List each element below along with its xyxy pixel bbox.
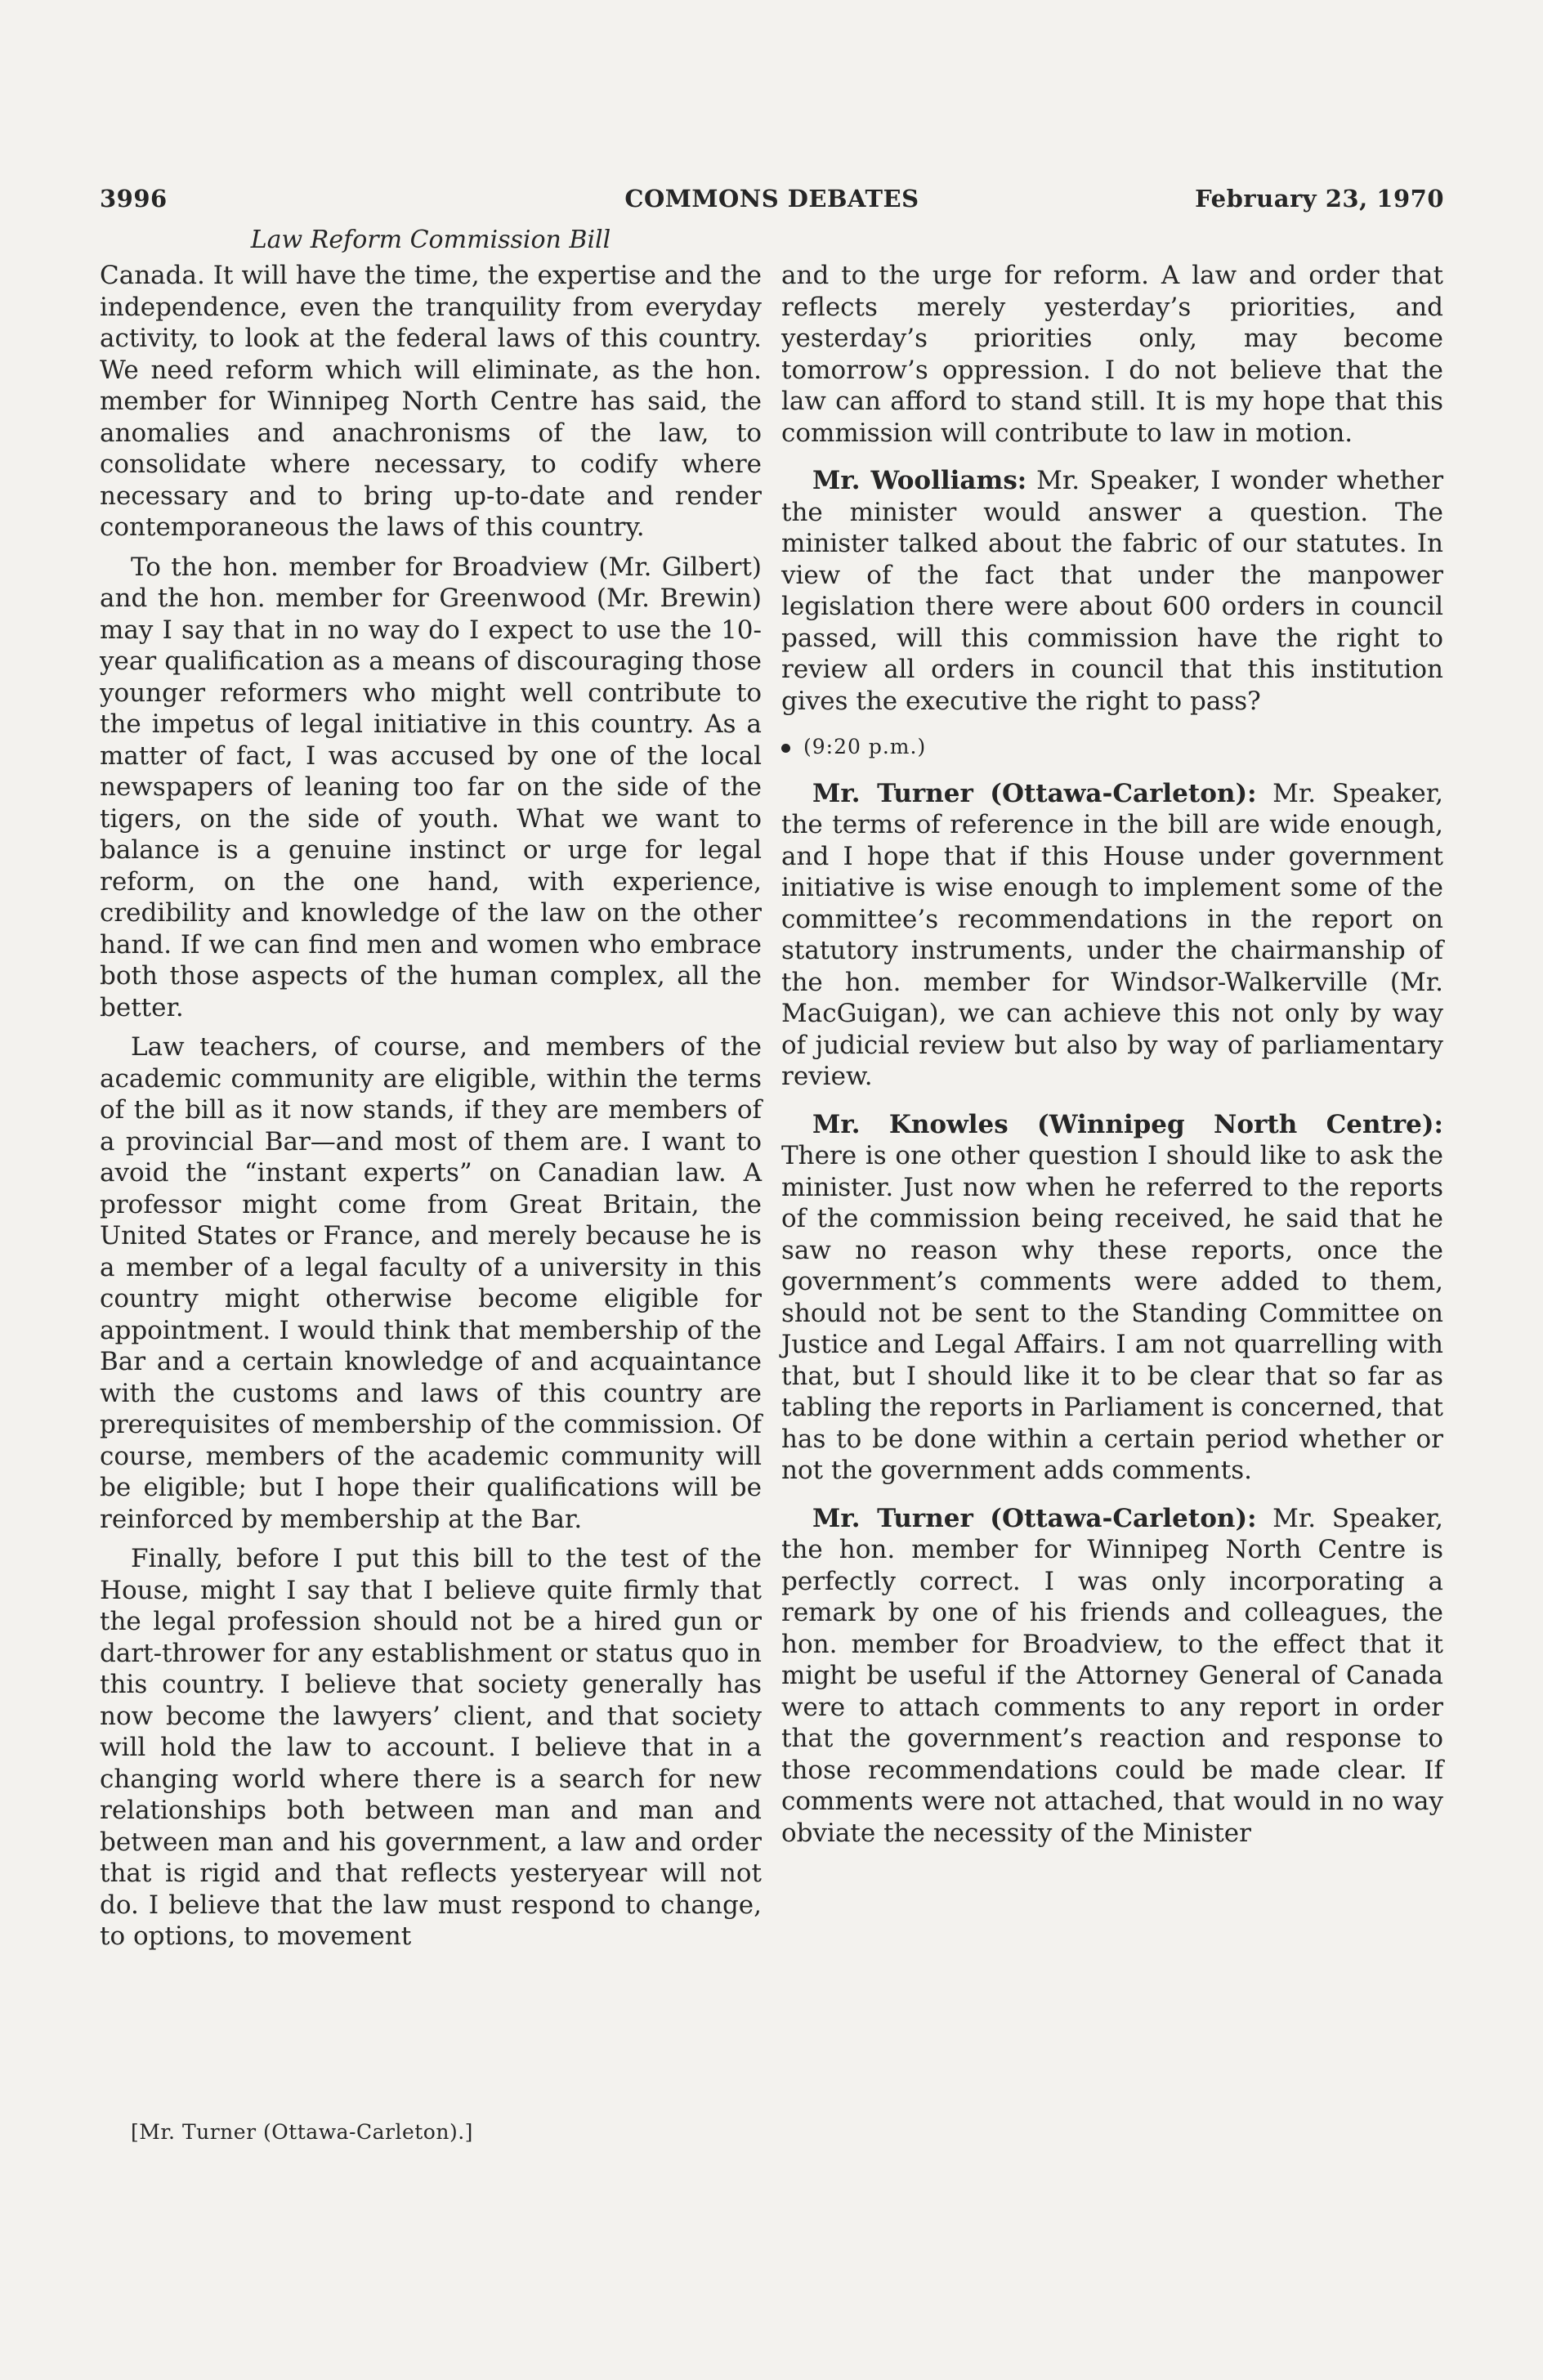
- speech-text: Mr. Speaker, I wonder whether the minister would answer a question. The minister talked about the fabric of our statutes. In view of the fact that under the manpower legislation there were about 600 orders in council passed, will this commission have the right to review all orders in council that this institution gives the executive the right to pass?: [781, 466, 1444, 716]
- page-number: 3996: [100, 185, 168, 212]
- speaker-name: Mr. Turner (Ottawa-Carleton):: [812, 778, 1257, 808]
- speech-text: Mr. Speaker, the terms of reference in the bill are wide enough, and I hope that if this House under government initiative is wise enough to implement some of the committee’s recommendations in the report on statutory instruments, under the chairmanship of the hon. member for Windsor-Walkerville (Mr. MacGuigan), we can achieve this not only by way of judicial review but also by way of parliamentary review.: [781, 778, 1443, 1091]
- section-title: Law Reform Commission Bill: [250, 226, 611, 254]
- speech-paragraph: [781, 778, 1443, 1093]
- speaker-name: Mr. Turner (Ottawa-Carleton):: [812, 1503, 1257, 1533]
- publication-date: February 23, 1970: [1195, 185, 1444, 212]
- speaker-attribution: [Mr. Turner (Ottawa-Carleton).]: [131, 2120, 473, 2144]
- speech-paragraph: [781, 1109, 1443, 1487]
- time-marker: [781, 731, 1443, 763]
- right-column: [781, 260, 1443, 1857]
- speech-text: Mr. Speaker, the hon. member for Winnipeg North Centre is perfectly correct. I was only incorporating a remark by one of his friends and colleagues, the hon. member for Broadview, to the effect that it might be useful if the Attorney General of Canada were to attach comments to any report in order that the government’s reaction and response to those recommendations could be made clear. If comments were not attached, that would in no way obviate the necessity of the Minister: [781, 1503, 1443, 1848]
- speech-paragraph: [781, 465, 1443, 717]
- paragraph: To the hon. member for Broadview (Mr. Gilbert) and the hon. member for Greenwood (Mr. Brewin) may I say that in no way do I expect to use the 10-year qualification as a means of discouraging those younger reformers who might well contribute to the impetus of legal initiative in this country. As a matter of fact, I was accused by one of the local newspapers of leaning too far on the side of the tigers, on the side of youth. What we want to balance is a genuine instinct or urge for legal reform, on the one hand, with experience, credibility and knowledge of the law on the other hand. If we can find men and women who embrace both those aspects of the human complex, all the better.: [100, 552, 762, 1022]
- paragraph: and to the urge for reform. A law and order that reflects merely yesterday’s priorities, and yesterday’s priorities only, may become tomorrow’s oppression. I do not believe that the law can afford to stand still. It is my hope that this commission will contribute to law in motion.: [781, 261, 1443, 448]
- paragraph: Law teachers, of course, and members of the academic community are eligible, within the terms of the bill as it now stands, if they are members of a provincial Bar—and most of them are. I want to avoid the “instant experts” on Canadian law. A professor might come from Great Britain, the United States or France, and merely because he is a member of a legal faculty of a university in this country might otherwise become eligible for appointment. I would think that membership of the Bar and a certain knowledge of and acquaintance with the customs and laws of this country are prerequisites of membership of the commission. Of course, members of the academic community will be eligible; but I hope their qualifications will be reinforced by membership at the Bar.: [100, 1032, 762, 1534]
- left-column: [100, 260, 762, 1961]
- journal-title: COMMONS DEBATES: [624, 185, 919, 212]
- bullet-icon: [781, 744, 790, 753]
- paragraph: Finally, before I put this bill to the test of the House, might I say that I believe quite firmly that the legal profession should not be a hired gun or dart-thrower for any establishment or status quo in this country. I believe that society generally has now become the lawyers’ client, and that society will hold the law to account. I believe that in a changing world where there is a search for new relationships both between man and man and between man and his government, a law and order that is rigid and that reflects yesteryear will not do. I believe that the law must respond to change, to options, to movement: [100, 1544, 762, 1951]
- speaker-name: Mr. Woolliams:: [812, 466, 1027, 495]
- paragraph: Canada. It will have the time, the expertise and the independence, even the tranquility from everyday activity, to look at the federal laws of this country. We need reform which will eliminate, as the hon. member for Winnipeg North Centre has said, the anomalies and anachronisms of the law, to consolidate where necessary, to codify where necessary and to bring up-to-date and render contemporaneous the laws of this country.: [100, 261, 762, 542]
- speaker-name: Mr. Knowles (Winnipeg North Centre):: [812, 1109, 1443, 1139]
- running-head: [100, 185, 1444, 217]
- speech-text: There is one other question I should like to ask the minister. Just now when he referred to the reports of the commission being received, he said that he saw no reason why these reports, once the government’s comments were added to them, should not be sent to the Standing Committee on Justice and Legal Affairs. I am not quarrelling with that, but I should like it to be clear that so far as tabling the reports in Parliament is concerned, that has to be done within a certain period whether or not the government adds comments.: [781, 1141, 1443, 1485]
- time-marker-text: (9:20 p.m.): [803, 735, 927, 758]
- speech-paragraph: [781, 1503, 1443, 1850]
